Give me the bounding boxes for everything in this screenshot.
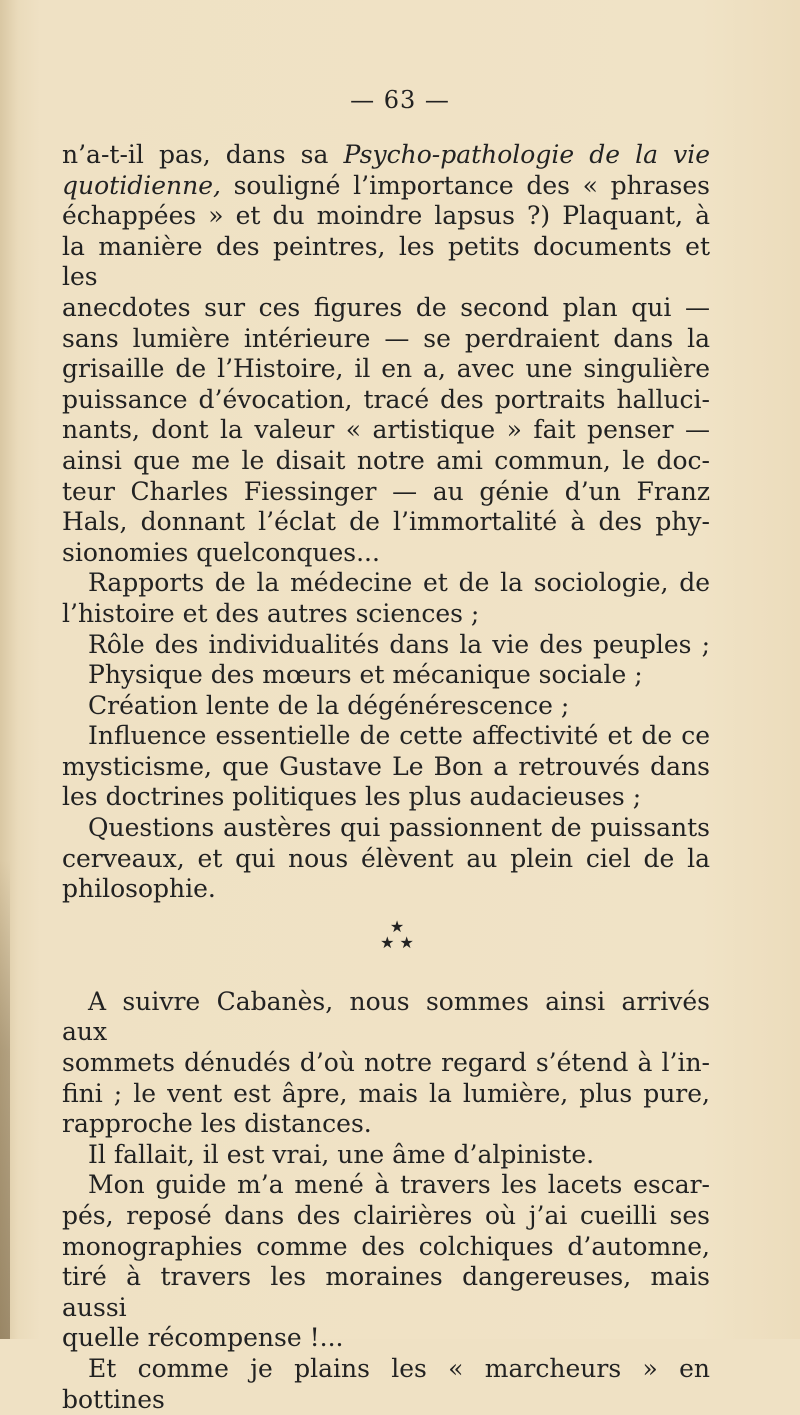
separator-star-top: ★ [389, 916, 405, 936]
text-line: anecdotes sur ces figures de second plan qui — [62, 292, 710, 322]
text-line: teur Charles Fiessinger — au génie d’un Franz [62, 476, 710, 506]
text-line: pés, reposé dans des clairières où j’ai cueilli ses [62, 1201, 710, 1230]
text-line: Il fallait, il est vrai, une âme d’alpiniste. [88, 1139, 595, 1169]
text-line: quelle récompense !... [62, 1323, 344, 1353]
body-text [62, 140, 710, 1415]
text-line: A suivre Cabanès, nous sommes ainsi arrivés aux [62, 986, 710, 1047]
text-line: Rôle des individualités dans la vie des peuples ; [88, 629, 710, 659]
text-line: la manière des peintres, les petits documents et les [62, 231, 710, 292]
text-line: Physique des mœurs et mécanique sociale ; [88, 660, 643, 690]
text-line: l’histoire et des autres sciences ; [62, 598, 480, 628]
text-line: n’a-t-il pas, dans sa Psycho-pathologie de la vie [62, 140, 711, 169]
text-line: sans lumière intérieure — se perdraient dans la [62, 323, 710, 353]
section-separator [62, 916, 710, 952]
text-line: mysticisme, que Gustave Le Bon a retrouvés dans [62, 751, 710, 781]
text-line: les doctrines politiques les plus audacieuses ; [62, 782, 642, 812]
text-line: monographies comme des colchiques d’automne, [62, 1231, 710, 1261]
text-line: philosophie. [62, 874, 216, 904]
text-line: sionomies quelconques... [62, 537, 380, 567]
text-line: rapproche les distances. [62, 1109, 372, 1139]
text-line: cerveaux, et qui nous élèvent au plein ciel de la [62, 843, 710, 873]
text-line: sommets dénudés d’où notre regard s’étend à l’in- [62, 1048, 710, 1078]
page-edge-shadow [0, 860, 10, 1339]
text-line: Rapports de la médecine et de la sociologie, de [88, 568, 710, 598]
text-line: quotidienne, souligné l’importance des « phrases [62, 170, 710, 200]
text-line: nants, dont la valeur « artistique » fait penser — [62, 415, 710, 445]
text-line: Questions austères qui passionnent de puissants [88, 813, 710, 843]
text-line: Influence essentielle de cette affectivité et de ce [88, 721, 710, 751]
text-line: grisaille de l’Histoire, il en a, avec une singulière [62, 354, 710, 384]
separator-stars-bottom: ★ ★ [380, 932, 414, 952]
text-line: Création lente de la dégénérescence ; [88, 690, 570, 720]
text-line: Et comme je plains les « marcheurs » en bottines [62, 1353, 710, 1414]
text-line: Hals, donnant l’éclat de l’immortalité à des phy- [62, 507, 710, 537]
text-line: fini ; le vent est âpre, mais la lumière, plus pure, [62, 1078, 710, 1108]
text-line: puissance d’évocation, tracé des portraits halluci- [62, 384, 710, 414]
text-line: ainsi que me le disait notre ami commun, le doc- [62, 445, 710, 475]
text-line: tiré à travers les moraines dangereuses, mais aussi [62, 1262, 710, 1322]
text-line: échappées » et du moindre lapsus ?) Plaquant, à [62, 201, 710, 231]
text-line: Mon guide m’a mené à travers les lacets escar- [88, 1170, 710, 1200]
page-number: — 63 — [350, 86, 450, 114]
